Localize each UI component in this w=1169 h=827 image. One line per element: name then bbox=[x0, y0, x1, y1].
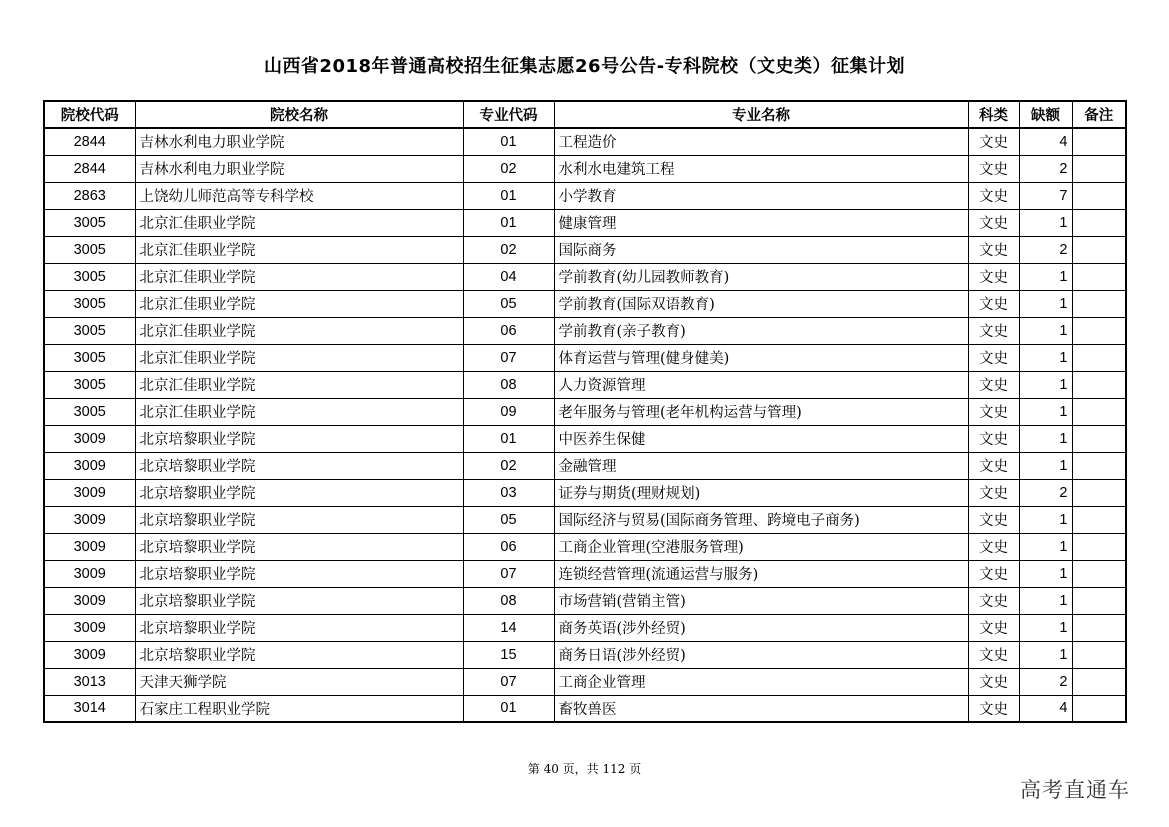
cell-school-code: 3005 bbox=[44, 290, 135, 317]
header-school-name: 院校名称 bbox=[135, 101, 463, 128]
cell-category: 文史 bbox=[968, 587, 1019, 614]
cell-major-name: 老年服务与管理(老年机构运营与管理) bbox=[554, 398, 968, 425]
cell-school-code: 3009 bbox=[44, 479, 135, 506]
cell-school-name: 北京汇佳职业学院 bbox=[135, 317, 463, 344]
cell-major-name: 证券与期货(理财规划) bbox=[554, 479, 968, 506]
table-row bbox=[44, 128, 1126, 155]
cell-major-code: 06 bbox=[463, 317, 554, 344]
table-row bbox=[44, 668, 1126, 695]
table-row bbox=[44, 452, 1126, 479]
table-row bbox=[44, 371, 1126, 398]
cell-major-code: 15 bbox=[463, 641, 554, 668]
cell-major-code: 14 bbox=[463, 614, 554, 641]
cell-category: 文史 bbox=[968, 560, 1019, 587]
cell-major-name: 国际商务 bbox=[554, 236, 968, 263]
cell-quota: 2 bbox=[1019, 479, 1072, 506]
cell-school-name: 北京培黎职业学院 bbox=[135, 452, 463, 479]
cell-quota: 2 bbox=[1019, 668, 1072, 695]
cell-quota: 7 bbox=[1019, 182, 1072, 209]
table-row bbox=[44, 290, 1126, 317]
cell-quota: 1 bbox=[1019, 317, 1072, 344]
cell-quota: 1 bbox=[1019, 398, 1072, 425]
cell-quota: 2 bbox=[1019, 155, 1072, 182]
cell-school-code: 2863 bbox=[44, 182, 135, 209]
cell-major-name: 体育运营与管理(健身健美) bbox=[554, 344, 968, 371]
cell-category: 文史 bbox=[968, 668, 1019, 695]
cell-category: 文史 bbox=[968, 452, 1019, 479]
cell-school-name: 北京培黎职业学院 bbox=[135, 560, 463, 587]
cell-school-name: 吉林水利电力职业学院 bbox=[135, 155, 463, 182]
cell-school-code: 2844 bbox=[44, 155, 135, 182]
cell-major-name: 连锁经营管理(流通运营与服务) bbox=[554, 560, 968, 587]
cell-note bbox=[1072, 182, 1126, 209]
cell-school-name: 北京培黎职业学院 bbox=[135, 533, 463, 560]
cell-school-name: 天津天狮学院 bbox=[135, 668, 463, 695]
table-header-row bbox=[44, 101, 1126, 128]
cell-school-code: 3013 bbox=[44, 668, 135, 695]
cell-note bbox=[1072, 290, 1126, 317]
header-major-code: 专业代码 bbox=[463, 101, 554, 128]
cell-category: 文史 bbox=[968, 155, 1019, 182]
table-row bbox=[44, 560, 1126, 587]
cell-note bbox=[1072, 398, 1126, 425]
cell-category: 文史 bbox=[968, 236, 1019, 263]
table-row bbox=[44, 398, 1126, 425]
cell-note bbox=[1072, 128, 1126, 155]
cell-school-code: 3009 bbox=[44, 452, 135, 479]
cell-quota: 1 bbox=[1019, 614, 1072, 641]
cell-major-code: 01 bbox=[463, 695, 554, 722]
cell-school-code: 3005 bbox=[44, 263, 135, 290]
cell-quota: 1 bbox=[1019, 263, 1072, 290]
cell-school-code: 3009 bbox=[44, 506, 135, 533]
cell-note bbox=[1072, 668, 1126, 695]
cell-school-name: 北京汇佳职业学院 bbox=[135, 236, 463, 263]
cell-school-name: 北京培黎职业学院 bbox=[135, 506, 463, 533]
cell-category: 文史 bbox=[968, 263, 1019, 290]
watermark: 高考直通车 bbox=[1020, 778, 1130, 802]
cell-major-name: 商务日语(涉外经贸) bbox=[554, 641, 968, 668]
cell-note bbox=[1072, 641, 1126, 668]
cell-school-code: 3005 bbox=[44, 236, 135, 263]
cell-category: 文史 bbox=[968, 290, 1019, 317]
cell-school-code: 2844 bbox=[44, 128, 135, 155]
cell-major-code: 01 bbox=[463, 182, 554, 209]
cell-note bbox=[1072, 263, 1126, 290]
cell-major-code: 02 bbox=[463, 236, 554, 263]
cell-quota: 1 bbox=[1019, 290, 1072, 317]
cell-note bbox=[1072, 317, 1126, 344]
cell-major-code: 05 bbox=[463, 506, 554, 533]
header-major-name: 专业名称 bbox=[554, 101, 968, 128]
cell-category: 文史 bbox=[968, 371, 1019, 398]
cell-major-name: 中医养生保健 bbox=[554, 425, 968, 452]
cell-note bbox=[1072, 560, 1126, 587]
cell-note bbox=[1072, 209, 1126, 236]
cell-school-code: 3009 bbox=[44, 425, 135, 452]
cell-quota: 2 bbox=[1019, 236, 1072, 263]
cell-school-code: 3009 bbox=[44, 533, 135, 560]
cell-major-name: 工程造价 bbox=[554, 128, 968, 155]
table-row bbox=[44, 263, 1126, 290]
cell-category: 文史 bbox=[968, 425, 1019, 452]
cell-major-name: 水利水电建筑工程 bbox=[554, 155, 968, 182]
cell-major-code: 02 bbox=[463, 452, 554, 479]
table-row bbox=[44, 614, 1126, 641]
cell-school-name: 北京汇佳职业学院 bbox=[135, 371, 463, 398]
cell-major-name: 小学教育 bbox=[554, 182, 968, 209]
cell-note bbox=[1072, 236, 1126, 263]
cell-school-name: 石家庄工程职业学院 bbox=[135, 695, 463, 722]
cell-major-name: 健康管理 bbox=[554, 209, 968, 236]
cell-quota: 1 bbox=[1019, 641, 1072, 668]
cell-quota: 1 bbox=[1019, 533, 1072, 560]
header-category: 科类 bbox=[968, 101, 1019, 128]
cell-note bbox=[1072, 587, 1126, 614]
cell-major-code: 03 bbox=[463, 479, 554, 506]
cell-note bbox=[1072, 425, 1126, 452]
cell-note bbox=[1072, 695, 1126, 722]
cell-major-name: 金融管理 bbox=[554, 452, 968, 479]
cell-school-name: 北京汇佳职业学院 bbox=[135, 290, 463, 317]
cell-quota: 1 bbox=[1019, 371, 1072, 398]
cell-note bbox=[1072, 479, 1126, 506]
cell-school-code: 3005 bbox=[44, 209, 135, 236]
page-number: 第 40 页，共 112 页 bbox=[527, 762, 642, 776]
cell-school-code: 3009 bbox=[44, 641, 135, 668]
cell-school-name: 北京汇佳职业学院 bbox=[135, 209, 463, 236]
cell-note bbox=[1072, 452, 1126, 479]
table-row bbox=[44, 209, 1126, 236]
table-row bbox=[44, 236, 1126, 263]
cell-major-code: 08 bbox=[463, 371, 554, 398]
cell-school-name: 北京培黎职业学院 bbox=[135, 425, 463, 452]
cell-note bbox=[1072, 155, 1126, 182]
cell-quota: 1 bbox=[1019, 452, 1072, 479]
cell-quota: 1 bbox=[1019, 425, 1072, 452]
table-row bbox=[44, 695, 1126, 722]
cell-school-name: 上饶幼儿师范高等专科学校 bbox=[135, 182, 463, 209]
cell-major-name: 学前教育(幼儿园教师教育) bbox=[554, 263, 968, 290]
cell-major-code: 07 bbox=[463, 344, 554, 371]
cell-category: 文史 bbox=[968, 695, 1019, 722]
cell-category: 文史 bbox=[968, 614, 1019, 641]
cell-major-code: 06 bbox=[463, 533, 554, 560]
cell-note bbox=[1072, 506, 1126, 533]
table-row bbox=[44, 155, 1126, 182]
cell-major-name: 人力资源管理 bbox=[554, 371, 968, 398]
cell-major-code: 01 bbox=[463, 128, 554, 155]
cell-major-code: 07 bbox=[463, 668, 554, 695]
cell-category: 文史 bbox=[968, 128, 1019, 155]
header-school-code: 院校代码 bbox=[44, 101, 135, 128]
cell-category: 文史 bbox=[968, 479, 1019, 506]
table-row bbox=[44, 506, 1126, 533]
cell-major-name: 工商企业管理(空港服务管理) bbox=[554, 533, 968, 560]
cell-major-code: 01 bbox=[463, 425, 554, 452]
cell-school-code: 3005 bbox=[44, 344, 135, 371]
cell-major-code: 01 bbox=[463, 209, 554, 236]
cell-category: 文史 bbox=[968, 533, 1019, 560]
cell-school-name: 北京培黎职业学院 bbox=[135, 614, 463, 641]
cell-note bbox=[1072, 371, 1126, 398]
cell-major-name: 工商企业管理 bbox=[554, 668, 968, 695]
table-row bbox=[44, 344, 1126, 371]
cell-category: 文史 bbox=[968, 344, 1019, 371]
cell-major-name: 畜牧兽医 bbox=[554, 695, 968, 722]
cell-major-name: 商务英语(涉外经贸) bbox=[554, 614, 968, 641]
cell-quota: 4 bbox=[1019, 128, 1072, 155]
cell-category: 文史 bbox=[968, 317, 1019, 344]
cell-school-code: 3014 bbox=[44, 695, 135, 722]
cell-school-name: 北京汇佳职业学院 bbox=[135, 398, 463, 425]
cell-school-code: 3009 bbox=[44, 587, 135, 614]
cell-school-name: 北京培黎职业学院 bbox=[135, 641, 463, 668]
cell-quota: 1 bbox=[1019, 344, 1072, 371]
cell-note bbox=[1072, 344, 1126, 371]
cell-quota: 1 bbox=[1019, 506, 1072, 533]
cell-major-code: 08 bbox=[463, 587, 554, 614]
table-row bbox=[44, 182, 1126, 209]
cell-major-code: 02 bbox=[463, 155, 554, 182]
table-row bbox=[44, 479, 1126, 506]
cell-major-code: 05 bbox=[463, 290, 554, 317]
cell-school-name: 北京培黎职业学院 bbox=[135, 587, 463, 614]
cell-note bbox=[1072, 533, 1126, 560]
cell-major-name: 学前教育(国际双语教育) bbox=[554, 290, 968, 317]
cell-note bbox=[1072, 614, 1126, 641]
cell-school-name: 北京培黎职业学院 bbox=[135, 479, 463, 506]
cell-quota: 1 bbox=[1019, 209, 1072, 236]
cell-school-name: 吉林水利电力职业学院 bbox=[135, 128, 463, 155]
cell-school-code: 3005 bbox=[44, 317, 135, 344]
cell-school-code: 3009 bbox=[44, 560, 135, 587]
cell-quota: 1 bbox=[1019, 587, 1072, 614]
cell-category: 文史 bbox=[968, 641, 1019, 668]
cell-school-code: 3005 bbox=[44, 371, 135, 398]
table-row bbox=[44, 533, 1126, 560]
cell-major-code: 07 bbox=[463, 560, 554, 587]
enrollment-plan-table bbox=[43, 100, 1127, 723]
cell-school-name: 北京汇佳职业学院 bbox=[135, 263, 463, 290]
cell-category: 文史 bbox=[968, 209, 1019, 236]
cell-major-name: 市场营销(营销主管) bbox=[554, 587, 968, 614]
cell-major-name: 学前教育(亲子教育) bbox=[554, 317, 968, 344]
table-row bbox=[44, 641, 1126, 668]
table-row bbox=[44, 317, 1126, 344]
header-note: 备注 bbox=[1072, 101, 1126, 128]
cell-quota: 1 bbox=[1019, 560, 1072, 587]
table-row bbox=[44, 587, 1126, 614]
cell-school-code: 3009 bbox=[44, 614, 135, 641]
table-row bbox=[44, 425, 1126, 452]
cell-major-name: 国际经济与贸易(国际商务管理、跨境电子商务) bbox=[554, 506, 968, 533]
cell-major-code: 09 bbox=[463, 398, 554, 425]
page-title: 山西省2018年普通高校招生征集志愿26号公告-专科院校（文史类）征集计划 bbox=[263, 56, 906, 77]
header-quota: 缺额 bbox=[1019, 101, 1072, 128]
cell-school-code: 3005 bbox=[44, 398, 135, 425]
cell-quota: 4 bbox=[1019, 695, 1072, 722]
cell-school-name: 北京汇佳职业学院 bbox=[135, 344, 463, 371]
cell-category: 文史 bbox=[968, 398, 1019, 425]
cell-category: 文史 bbox=[968, 506, 1019, 533]
cell-category: 文史 bbox=[968, 182, 1019, 209]
cell-major-code: 04 bbox=[463, 263, 554, 290]
